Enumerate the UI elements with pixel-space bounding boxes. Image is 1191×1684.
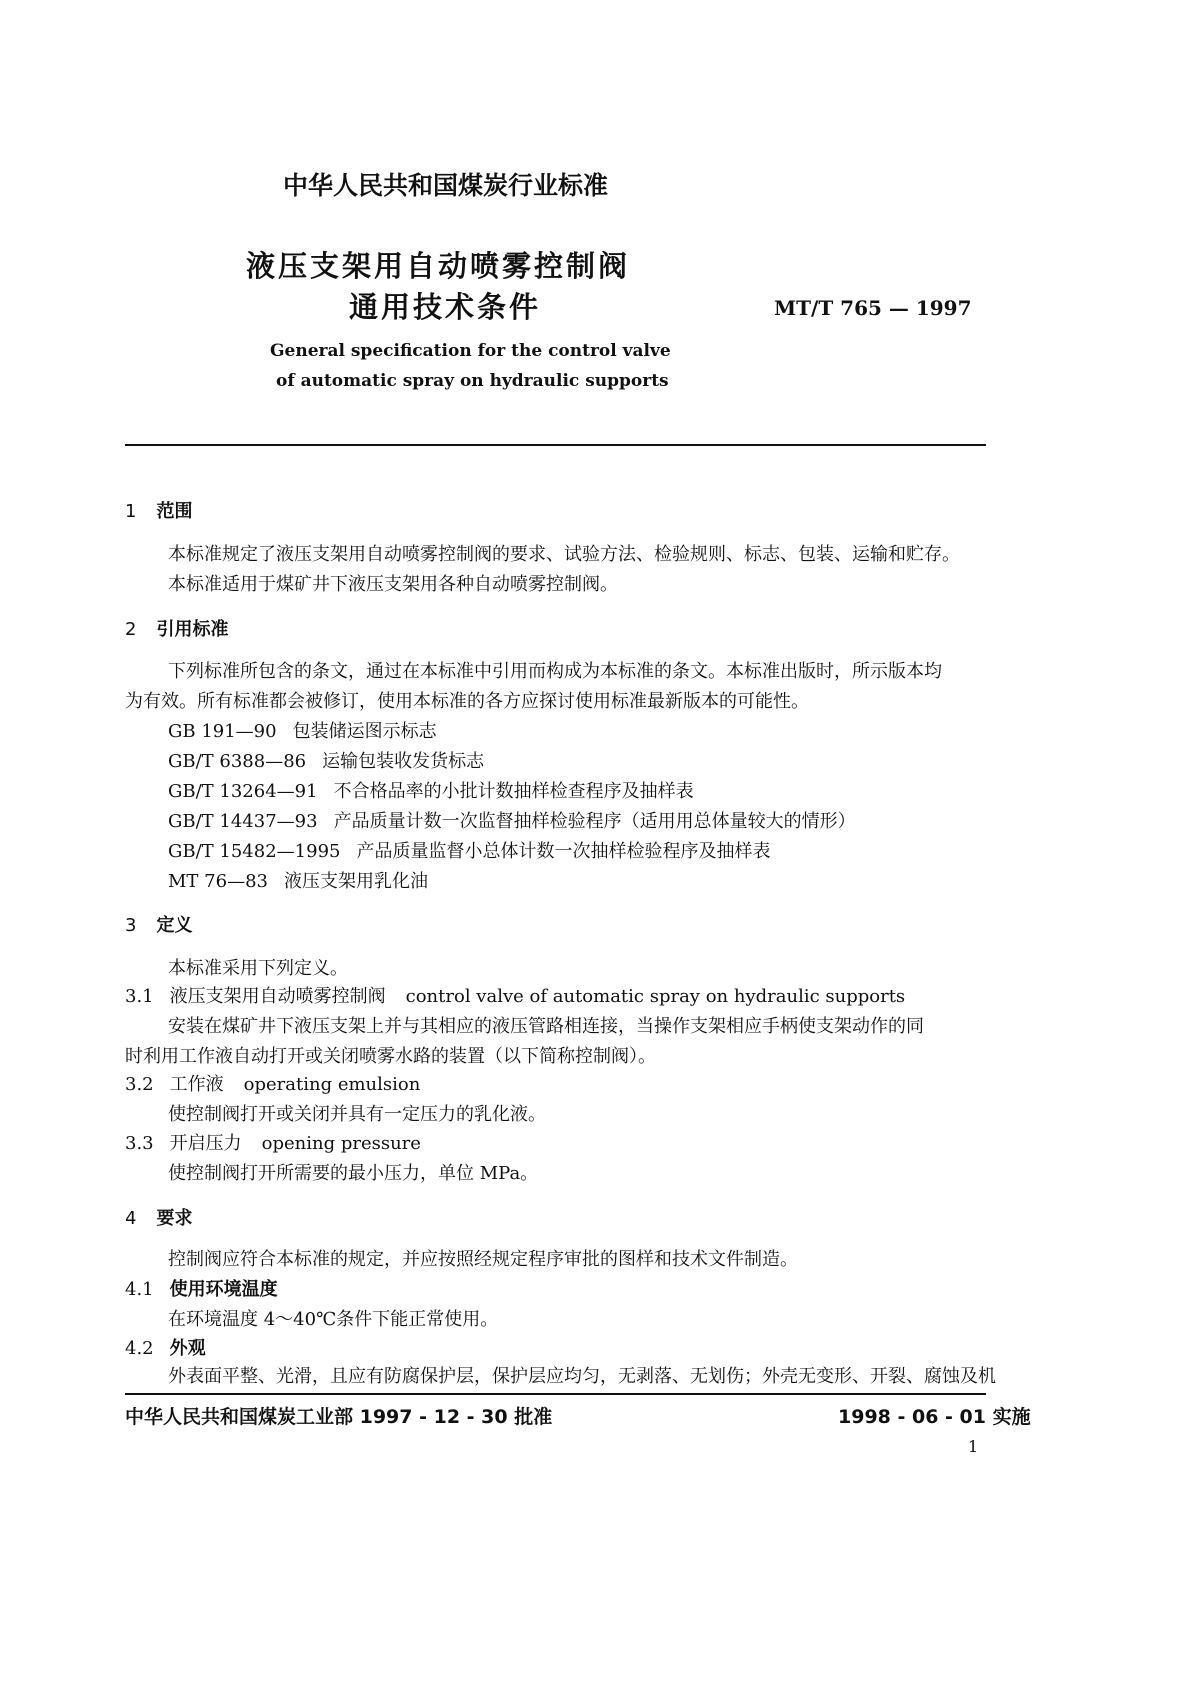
ref-item: [168, 837, 770, 863]
term-en: control valve of automatic spray on hydraulic supports: [405, 986, 906, 1007]
approval-line: 中华人民共和国煤炭工业部 1997 - 12 - 30 批准: [125, 1406, 553, 1428]
section-title: 范围: [156, 501, 193, 522]
section-number: 2: [125, 619, 137, 640]
title-en-line1: General specification for the control valve: [270, 341, 671, 361]
section-number: 1: [125, 501, 137, 522]
clause-number: 4.2: [125, 1338, 154, 1359]
clause-number: 3.1: [125, 986, 154, 1007]
section-4-intro: 控制阀应符合本标准的规定，并应按照经规定程序审批的图样和技术文件制造。: [168, 1249, 798, 1270]
section-2-para-line-2: 为有效。所有标准都会被修订，使用本标准的各方应探讨使用标准最新版本的可能性。: [125, 691, 809, 712]
ref-code: MT 76—83: [168, 871, 268, 892]
clause-4-2-heading: [125, 1334, 206, 1360]
ref-title: 产品质量监督小总体计数一次抽样检验程序及抽样表: [356, 841, 771, 862]
issuing-org: 中华人民共和国煤炭行业标准: [283, 171, 609, 200]
clause-4-1-text: 在环境温度 4～40℃条件下能正常使用。: [168, 1309, 499, 1330]
title-en-line2: of automatic spray on hydraulic supports: [276, 371, 669, 391]
definition-3-2-text: 使控制阀打开或关闭并具有一定压力的乳化液。: [168, 1104, 546, 1125]
section-title: 定义: [156, 915, 193, 936]
section-3-intro: 本标准采用下列定义。: [168, 958, 348, 979]
section-3-heading: [125, 911, 192, 937]
ref-code: GB/T 14437—93: [168, 811, 318, 832]
section-title: 要求: [156, 1208, 193, 1229]
header-divider: [125, 444, 986, 446]
ref-code: GB 191—90: [168, 721, 277, 742]
ref-item: [168, 777, 694, 803]
ref-title: 不合格品率的小批计数抽样检查程序及抽样表: [333, 781, 694, 802]
section-2-para-line-1: 下列标准所包含的条文，通过在本标准中引用而构成为本标准的条文。本标准出版时，所示版本均: [168, 661, 942, 682]
clause-4-1-heading: [125, 1275, 278, 1301]
effective-date: 1998 - 06 - 01 实施: [838, 1406, 1031, 1428]
section-1-para-2: 本标准适用于煤矿井下液压支架用各种自动喷雾控制阀。: [168, 574, 618, 595]
ref-title: 产品质量计数一次监督抽样检验程序（适用用总体量较大的情形）: [333, 811, 856, 832]
clause-title: 使用环境温度: [169, 1279, 278, 1300]
section-title: 引用标准: [156, 619, 229, 640]
ref-title: 运输包装收发货标志: [322, 751, 485, 772]
ref-title: 液压支架用乳化油: [283, 871, 428, 892]
section-1-para-1: 本标准规定了液压支架用自动喷雾控制阀的要求、试验方法、检验规则、标志、包装、运输和贮存。: [168, 544, 960, 565]
definition-3-1-line-2: 时利用工作液自动打开或关闭喷雾水路的装置（以下简称控制阀）。: [125, 1046, 656, 1067]
definition-3-3-heading: [125, 1129, 421, 1155]
definition-3-1-line-1: 安装在煤矿井下液压支架上并与其相应的液压管路相连接，当操作支架相应手柄使支架动作的同: [168, 1016, 924, 1037]
ref-item: [168, 807, 856, 833]
ref-item: [168, 717, 437, 743]
term-en: operating emulsion: [243, 1074, 421, 1095]
ref-item: [168, 867, 428, 893]
term-cn: 开启压力: [169, 1133, 242, 1154]
clause-number: 3.3: [125, 1133, 154, 1154]
term-en: opening pressure: [261, 1133, 421, 1154]
term-cn: 工作液: [169, 1074, 224, 1095]
ref-code: GB/T 15482—1995: [168, 841, 341, 862]
title-cn-line2: 通用技术条件: [349, 290, 542, 324]
clause-title: 外观: [169, 1338, 206, 1359]
title-cn-line1: 液压支架用自动喷雾控制阀: [246, 249, 631, 283]
standard-number: MT/T 765 — 1997: [774, 296, 972, 320]
term-cn: 液压支架用自动喷雾控制阀: [169, 986, 386, 1007]
section-1-heading: [125, 497, 192, 523]
section-4-heading: [125, 1204, 192, 1230]
footer-divider: [125, 1393, 986, 1395]
ref-code: GB/T 6388—86: [168, 751, 307, 772]
page-number: 1: [968, 1437, 979, 1456]
clause-number: 3.2: [125, 1074, 154, 1095]
section-number: 4: [125, 1208, 137, 1229]
definition-3-2-heading: [125, 1070, 420, 1096]
section-number: 3: [125, 915, 137, 936]
definition-3-1-heading: [125, 982, 905, 1008]
ref-code: GB/T 13264—91: [168, 781, 318, 802]
section-2-heading: [125, 615, 228, 641]
ref-title: 包装储运图示标志: [292, 721, 437, 742]
ref-item: [168, 747, 484, 773]
clause-number: 4.1: [125, 1279, 154, 1300]
clause-4-2-text: 外表面平整、光滑，且应有防腐保护层，保护层应均匀，无剥落、无划伤；外壳无变形、开裂、腐蚀及机: [168, 1366, 996, 1387]
definition-3-3-text: 使控制阀打开所需要的最小压力，单位 MPa。: [168, 1163, 539, 1184]
